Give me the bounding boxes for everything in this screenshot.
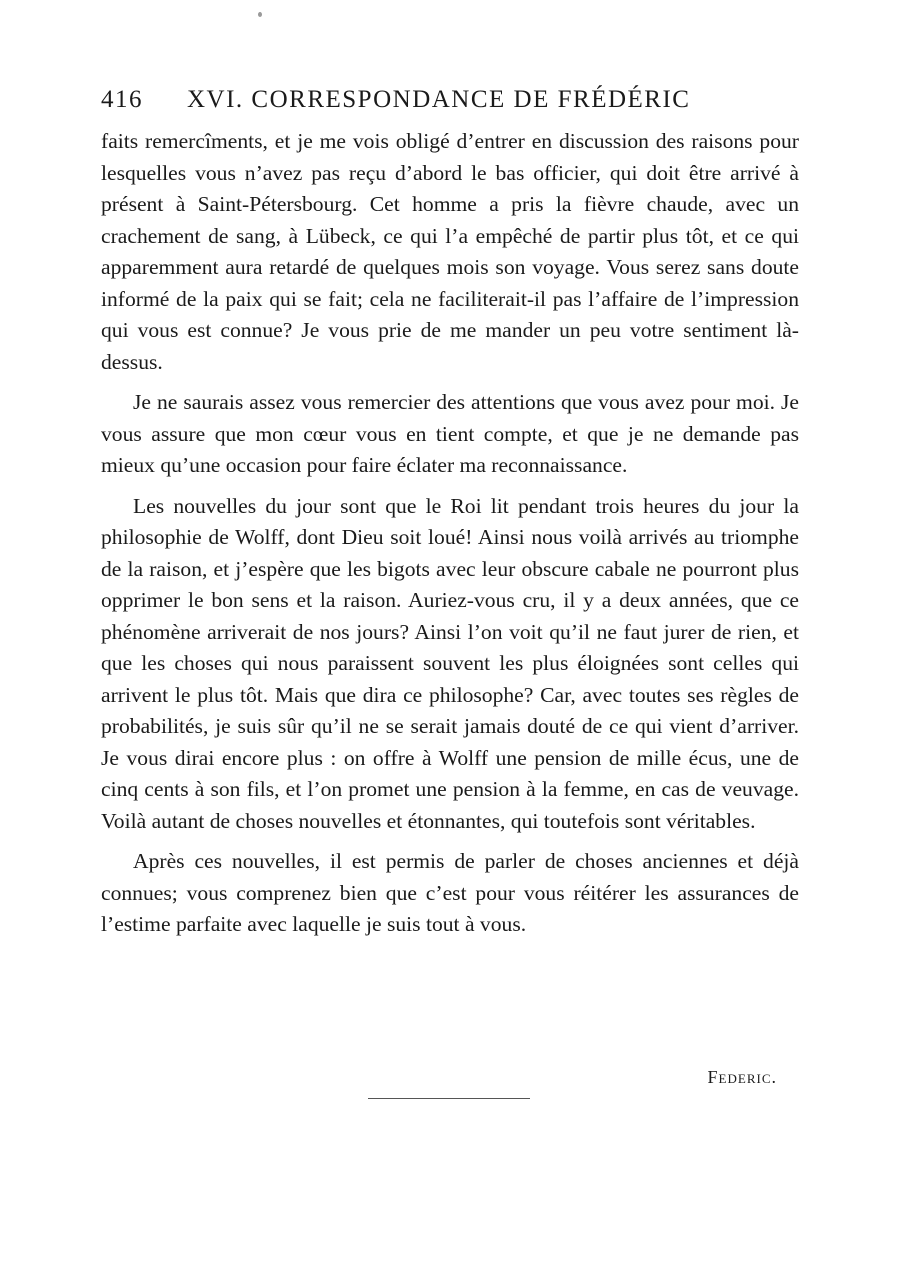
signature: Federic. <box>707 1067 777 1087</box>
letter-body <box>101 126 799 950</box>
section-divider <box>368 1098 530 1099</box>
paragraph-thanks: Je ne saurais assez vous remercier des attentions que vous avez pour moi. Je vous assure que mon cœur vous en tient compte, et que je ne demande pas mieux qu’une occasion pour faire éclater ma reconnaissance. <box>101 390 799 477</box>
paragraph-continuation: faits remercîments, et je me vois obligé d’entrer en discussion des raisons pour lesquelles vous n’avez pas reçu d’abord le bas officier, qui doit être arrivé à présent à Saint-Pétersbourg. Cet homme a pris la fièvre chaude, avec un crachement de sang, à Lübeck, ce qui l’a empêché de partir plus tôt, et ce qui apparemment aura retardé de quelques mois son voyage. Vous serez sans doute informé de la paix qui se fait; cela ne faciliterait-il pas l’affaire de l’impression qui vous est connue? Je vous prie de me mander un peu votre sentiment là-dessus. <box>101 129 799 374</box>
page-speck <box>258 12 262 17</box>
page-number: 416 <box>101 86 143 113</box>
paragraph-news: Les nouvelles du jour sont que le Roi lit pendant trois heures du jour la philosophie de Wolff, dont Dieu soit loué! Ainsi nous voilà arrivés au triomphe de la raison, et j’espère que les bigots avec leur obscure cabale ne pourront plus opprimer le bon sens et la raison. Auriez-vous cru, il y a deux années, que ce phénomène arriverait de nos jours? Ainsi l’on voit qu’il ne faut jurer de rien, et que les choses qui nous paraissent souvent les plus éloignées sont celles qui arrivent le plus tôt. Mais que dira ce philosophe? Car, avec toutes ses règles de probabilités, je suis sûr qu’il ne se serait jamais douté de ce qui vient d’arriver. Je vous dirai encore plus : on offre à Wolff une pension de mille écus, une de cinq cents à son fils, et l’on promet une pension à la femme, en cas de veuvage. Voilà autant de choses nouvelles et étonnantes, qui toutefois sont véritables. <box>101 493 799 833</box>
running-header <box>101 84 761 116</box>
paragraph-closing: Après ces nouvelles, il est permis de parler de choses anciennes et déjà connues; vous comprenez bien que c’est pour vous réitérer les assurances de l’estime parfaite avec laquelle je suis tout à vous. <box>101 849 799 936</box>
running-title: XVI. CORRESPONDANCE DE FRÉDÉRIC <box>187 86 691 113</box>
